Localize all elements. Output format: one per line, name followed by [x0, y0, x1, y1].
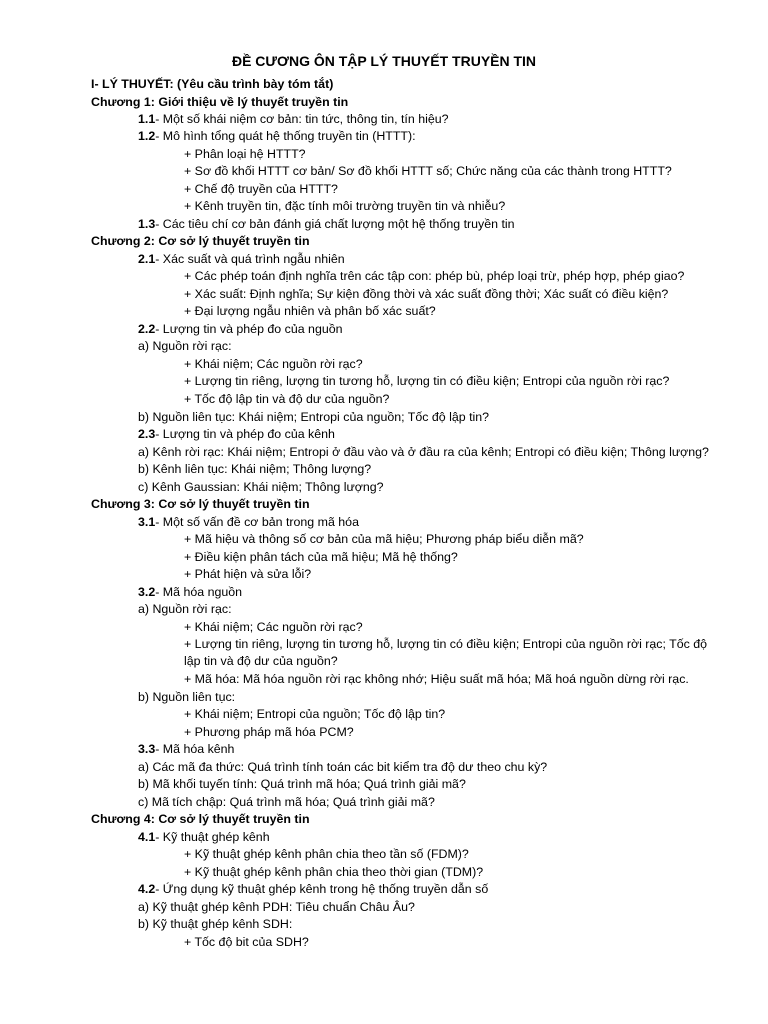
list-item: 1.1- Một số khái niệm cơ bản: tin tức, thông tin, tín hiệu? [138, 112, 449, 126]
list-item: + Lượng tin riêng, lượng tin tương hỗ, lượng tin có điều kiện; Entropi của nguồn rời rạc? [184, 374, 670, 388]
list-item: b) Nguồn liên tục: [138, 690, 236, 704]
list-item: + Xác suất: Định nghĩa; Sự kiện đồng thời và xác suất đồng thời; Xác suất có điều kiện? [184, 287, 669, 301]
list-item: + Tốc độ lập tin và độ dư của nguồn? [184, 392, 390, 406]
list-item: a) Nguồn rời rạc: [138, 602, 232, 616]
document-title: ĐỀ CƯƠNG ÔN TẬP LÝ THUYẾT TRUYỀN TIN [231, 53, 537, 69]
chapter-heading: Chương 1: Giới thiệu về lý thuyết truyền tin [91, 95, 349, 109]
list-item: 1.3- Các tiêu chí cơ bản đánh giá chất lượng một hệ thống truyền tin [138, 217, 515, 231]
list-item: + Chế độ truyền của HTTT? [184, 182, 338, 196]
list-item: + Điều kiện phân tách của mã hiệu; Mã hệ thống? [184, 550, 458, 564]
list-item: a) Nguồn rời rạc: [138, 339, 232, 353]
chapter-heading: Chương 3: Cơ sở lý thuyết truyền tin [91, 497, 310, 511]
list-item: + Khái niệm; Các nguồn rời rạc? [184, 620, 363, 634]
list-item: + Mã hiệu và thông số cơ bản của mã hiệu; Phương pháp biểu diễn mã? [184, 532, 584, 546]
list-item: 2.1- Xác suất và quá trình ngẫu nhiên [138, 252, 345, 266]
list-item: 3.1- Một số vấn đề cơ bản trong mã hóa [138, 515, 359, 529]
list-item: b) Nguồn liên tục: Khái niệm; Entropi của nguồn; Tốc độ lập tin? [138, 410, 490, 424]
list-item: b) Mã khối tuyến tính: Quá trình mã hóa; Quá trình giải mã? [138, 777, 466, 791]
list-item: a) Các mã đa thức: Quá trình tính toán các bit kiểm tra độ dư theo chu kỳ? [138, 760, 548, 774]
list-item: b) Kênh liên tục: Khái niệm; Thông lượng? [138, 462, 372, 476]
list-item: a) Kỹ thuật ghép kênh PDH: Tiêu chuẩn Châu Âu? [138, 900, 415, 914]
list-item: + Phân loại hệ HTTT? [184, 147, 306, 161]
list-item: 3.2- Mã hóa nguồn [138, 585, 243, 599]
chapter-heading: Chương 4: Cơ sở lý thuyết truyền tin [91, 812, 310, 826]
list-item: + Phát hiện và sửa lỗi? [184, 567, 312, 581]
list-item: + Khái niệm; Entropi của nguồn; Tốc độ lập tin? [184, 707, 446, 721]
list-item: + Khái niệm; Các nguồn rời rạc? [184, 357, 363, 371]
list-item: + Các phép toán định nghĩa trên các tập con: phép bù, phép loại trừ, phép hợp, phép giao? [184, 269, 685, 283]
list-item: + Lượng tin riêng, lượng tin tương hỗ, lượng tin có điều kiện; Entropi của nguồn rời rạc; Tốc độ lập tin và độ dư của nguồn? [184, 637, 708, 668]
list-item: + Đại lượng ngẫu nhiên và phân bố xác suất? [184, 304, 436, 318]
list-item: + Kênh truyền tin, đặc tính môi trường truyền tin và nhiễu? [184, 199, 506, 213]
chapter-heading: Chương 2: Cơ sở lý thuyết truyền tin [91, 234, 310, 248]
list-item: + Mã hóa: Mã hóa nguồn rời rạc không nhớ; Hiệu suất mã hóa; Mã hoá nguồn dừng rời rạc. [184, 672, 689, 686]
list-item: b) Kỹ thuật ghép kênh SDH: [138, 917, 293, 931]
list-item: + Tốc độ bit của SDH? [184, 935, 309, 949]
list-item: + Sơ đồ khối HTTT cơ bản/ Sơ đồ khối HTTT số; Chức năng của các thành trong HTTT? [184, 164, 672, 178]
section-heading: I- LÝ THUYẾT: (Yêu cầu trình bày tóm tắt) [91, 77, 334, 91]
list-item: 2.3- Lượng tin và phép đo của kênh [138, 427, 335, 441]
list-item: + Phương pháp mã hóa PCM? [184, 725, 354, 739]
list-item: 3.3- Mã hóa kênh [138, 742, 235, 756]
list-item: 2.2- Lượng tin và phép đo của nguồn [138, 322, 343, 336]
list-item: 4.2- Ứng dụng kỹ thuật ghép kênh trong hệ thống truyền dẫn số [138, 882, 489, 896]
list-item: c) Mã tích chập: Quá trình mã hóa; Quá trình giải mã? [138, 795, 435, 809]
list-item: + Kỹ thuật ghép kênh phân chia theo thời gian (TDM)? [184, 865, 484, 879]
list-item: a) Kênh rời rạc: Khái niệm; Entropi ở đầu vào và ở đầu ra của kênh; Entropi có điều kiện; Thông lượng? [138, 445, 709, 459]
list-item: c) Kênh Gaussian: Khái niệm; Thông lượng? [138, 480, 384, 494]
list-item: + Kỹ thuật ghép kênh phân chia theo tần số (FDM)? [184, 847, 469, 861]
list-item: 1.2- Mô hình tổng quát hệ thống truyền tin (HTTT): [138, 129, 416, 143]
list-item: 4.1- Kỹ thuật ghép kênh [138, 830, 270, 844]
